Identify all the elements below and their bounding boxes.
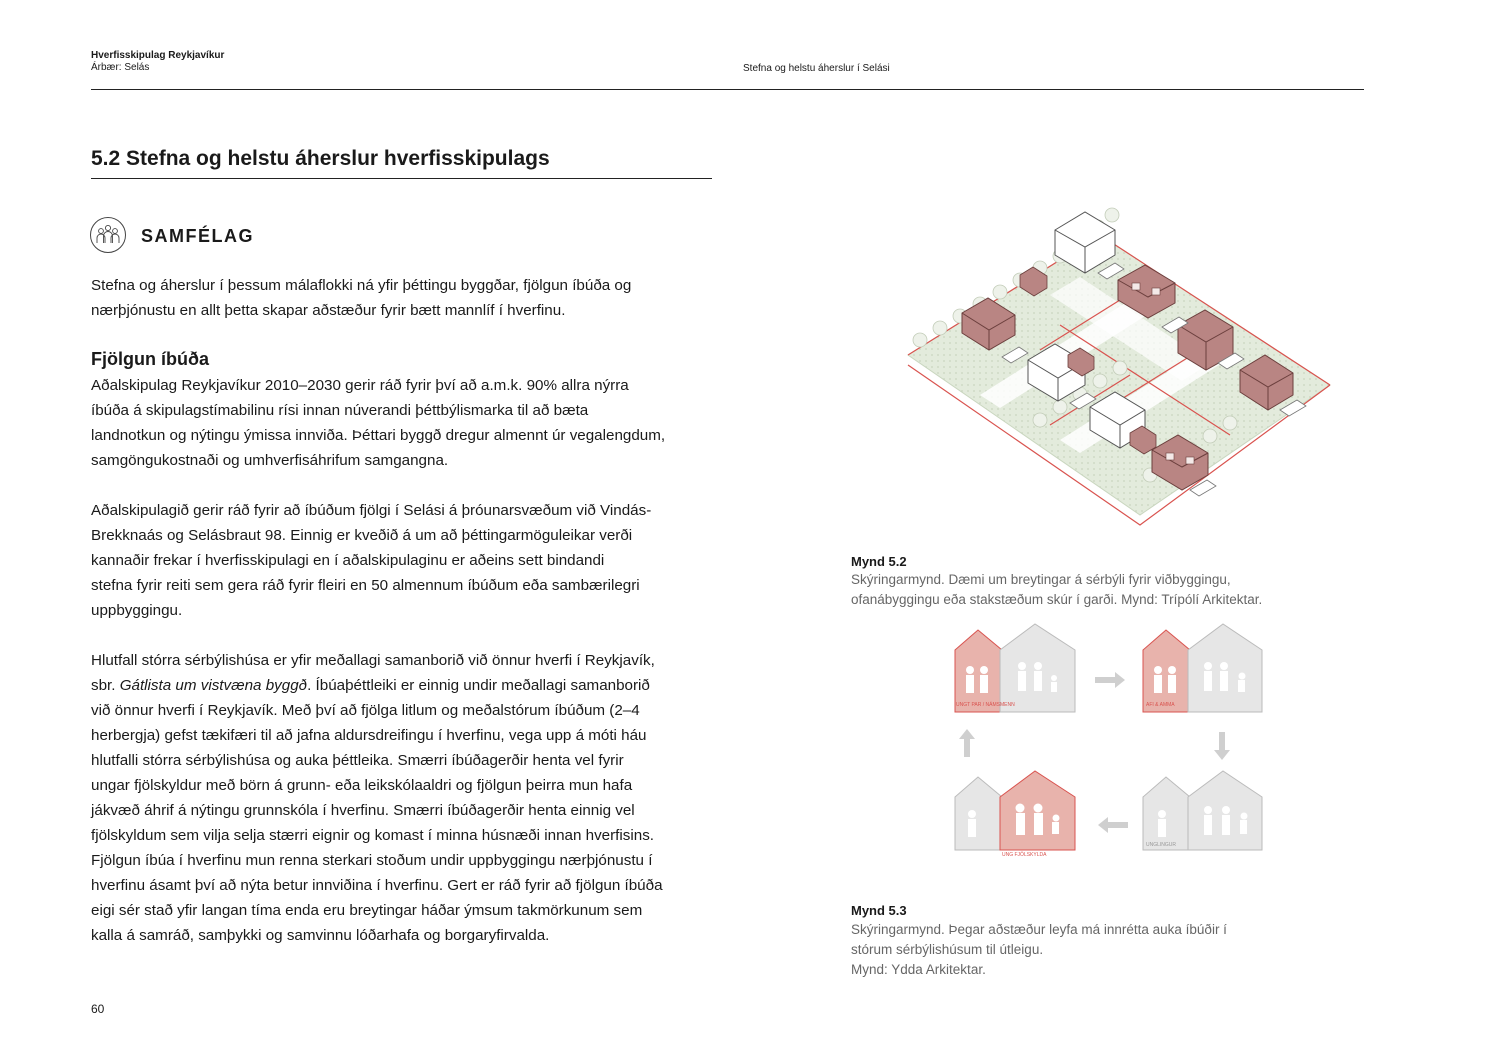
house-pair-young-family <box>955 771 1075 858</box>
cycle-label: UNGT PAR / NÁMSMENN <box>956 702 1015 708</box>
paragraph-2 <box>91 498 716 623</box>
header-section: Stefna og helstu áherslur í Selási <box>743 63 890 74</box>
community-icon <box>89 216 127 254</box>
intro-line: Stefna og áherslur í þessum málaflokki ná yfir þéttingu byggðar, fjölgun íbúða og <box>91 277 632 294</box>
arrow-left-icon <box>1098 817 1128 833</box>
cycle-label: UNG FJÖLSKYLDA <box>1002 852 1047 858</box>
paragraph-line: kannaðir frekar í hverfisskipulagi en í aðalskipulaginu er aðeins sett bindandi <box>91 552 605 569</box>
page-title: 5.2 Stefna og helstu áherslur hverfisskipulags <box>91 147 550 170</box>
paragraph-line: ungar fjölskyldur með börn á grunn- eða leikskólaaldri og fjölgun þeirra mun hafa <box>91 777 633 794</box>
house-pair-grandparents <box>1143 624 1262 712</box>
cycle-label: UNGLINGUR <box>1146 842 1177 848</box>
paragraph-line: samgöngukostnaði og umhverfisáhrifum samgangna. <box>91 452 449 469</box>
section-subheading: Fjölgun íbúða <box>91 349 209 369</box>
paragraph-line: Aðalskipulag Reykjavíkur 2010–2030 gerir ráð fyrir því að a.m.k. 90% allra nýrra <box>91 377 629 394</box>
paragraph-3 <box>91 648 716 948</box>
document-reference: Gátlista um vistvæna byggð <box>119 677 308 694</box>
caption-line: Skýringarmynd. Dæmi um breytingar á sérbýli fyrir viðbyggingu, <box>851 572 1231 587</box>
paragraph-line: stefna fyrir reiti sem gera ráð fyrir fleiri en 50 almennum íbúðum eða sambærilegri <box>91 577 640 594</box>
figure-caption <box>851 570 1321 610</box>
arrow-down-icon <box>1214 732 1230 760</box>
paragraph-line <box>91 673 716 698</box>
paragraph-1 <box>91 373 716 473</box>
topic-label: SAMFÉLAG <box>141 226 254 246</box>
caption-line: Mynd: Ydda Arkitektar. <box>851 962 986 977</box>
housing-cycle-diagram <box>950 622 1270 862</box>
paragraph-line: hlutfalli stórra sérbýlishúsa og auka þéttleika. Smærri íbúðagerðir henta vel fyrir <box>91 752 624 769</box>
intro-line: nærþjónustu en allt þetta skapar aðstæður fyrir bætt mannlíf í hverfinu. <box>91 302 566 319</box>
figure-caption <box>851 920 1281 980</box>
house-pair-teenager <box>1143 771 1262 850</box>
paragraph-line: herbergja) gefst tækifæri til að jafna aldursdreifingu í hverfinu, vega upp á móti háu <box>91 727 647 744</box>
caption-line: stórum sérbýlishúsum til útleigu. <box>851 942 1044 957</box>
paragraph-line: jákvæð áhrif á nýtingu grunnskóla í hverfinu. Smærri íbúðagerðir henta einnig vel <box>91 802 635 819</box>
paragraph-text: sbr. <box>91 677 120 694</box>
paragraph-line: Aðalskipulagið gerir ráð fyrir að íbúðum fjölgi í Selási á þróunarsvæðum við Vindás- <box>91 502 652 519</box>
paragraph-line: fjölskyldum sem vilja selja stærri eignir og komast í minna húsnæði innan hverfisins. <box>91 827 655 844</box>
isometric-plot-illustration <box>900 185 1340 547</box>
paragraph-line: landnotkun og nýtingu ýmissa innviða. Þéttari byggð dregur almennt úr vegalengdum, <box>91 427 666 444</box>
paragraph-line: Hlutfall stórra sérbýlishúsa er yfir meðallagi samanborið við önnur hverfi í Reykjavík, <box>91 652 655 669</box>
page-number: 60 <box>91 1002 105 1016</box>
arrow-up-icon <box>959 729 975 757</box>
figure-title: Mynd 5.3 <box>851 903 907 918</box>
title-divider <box>91 178 712 179</box>
paragraph-line: við önnur hverfi í Reykjavík. Með því að fjölga litlum og meðalstórum íbúðum (2–4 <box>91 702 640 719</box>
figure-title: Mynd 5.2 <box>851 554 907 569</box>
caption-line: Skýringarmynd. Þegar aðstæður leyfa má innrétta auka íbúðir í <box>851 922 1227 937</box>
paragraph-line: hverfinu ásamt því að nýta betur innviðina í hverfinu. Gert er ráð fyrir að fjölgun íbúða <box>91 877 663 894</box>
intro-paragraph <box>91 273 716 323</box>
house-pair-young-couple <box>955 624 1075 712</box>
header-divider <box>91 89 1364 90</box>
paragraph-line: eigi sér stað yfir langan tíma enda eru breytingar háðar ýmsum takmörkunum sem <box>91 902 643 919</box>
header-title: Hverfisskipulag Reykjavíkur <box>91 50 225 61</box>
paragraph-line: Fjölgun íbúa í hverfinu mun renna sterkari stoðum undir uppbyggingu nærþjónustu í <box>91 852 653 869</box>
arrow-right-icon <box>1095 672 1125 688</box>
caption-line: ofanábyggingu eða stakstæðum skúr í garði. Mynd: Trípólí Arkitektar. <box>851 592 1263 607</box>
header-subtitle: Árbær: Selás <box>91 62 150 73</box>
paragraph-line: Brekknaás og Selásbraut 98. Einnig er kveðið á um að þéttingarmöguleikar verði <box>91 527 633 544</box>
paragraph-line: uppbyggingu. <box>91 602 183 619</box>
paragraph-line: kalla á samráð, samþykki og samvinnu lóðarhafa og borgaryfirvalda. <box>91 927 550 944</box>
paragraph-text: . Íbúaþéttleiki er einnig undir meðallagi samanborið <box>307 677 650 694</box>
paragraph-line: íbúða á skipulagstímabilinu rísi innan núverandi þéttbýlismarka til að bæta <box>91 402 589 419</box>
cycle-label: AFI & AMMA <box>1146 702 1175 708</box>
